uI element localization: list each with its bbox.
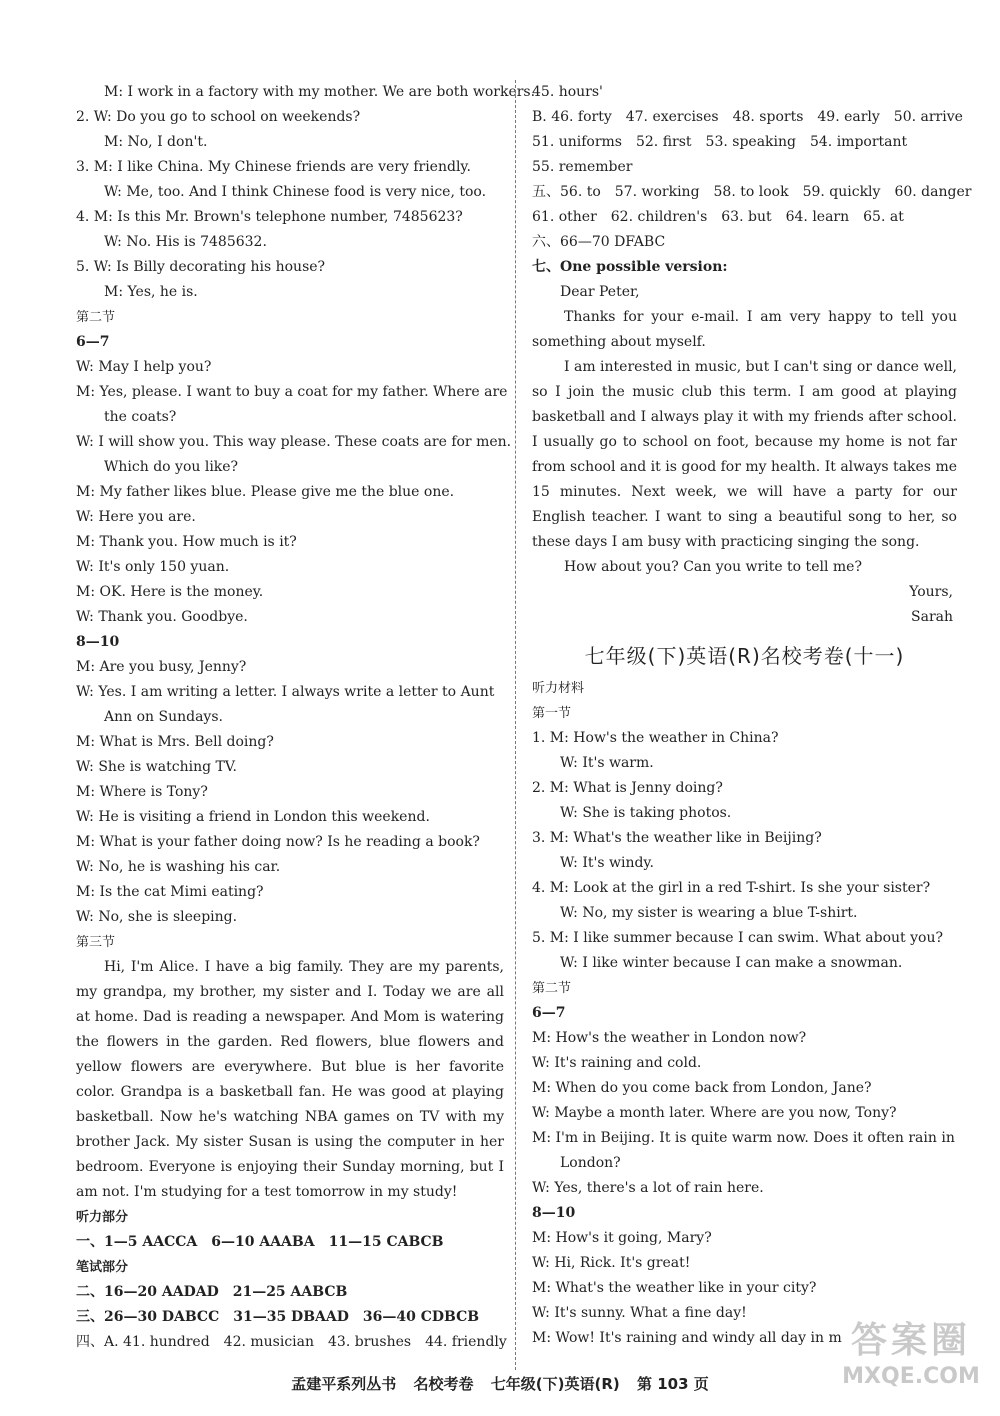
right-dialogue-line: W: Maybe a month later. Where are you now, Tony? (532, 1105, 897, 1121)
right-dialogue-line: M: How's the weather in London now? (532, 1030, 807, 1046)
left-dialogue-line: 8—10 (76, 634, 120, 650)
right-dialogue-line: W: Hi, Rick. It's great! (532, 1255, 691, 1271)
left-dialogue-line: M: Are you busy, Jenny? (76, 659, 247, 675)
right-dialogue-line: 3. M: What's the weather like in Beijing? (532, 830, 822, 846)
left-dialogue-line: M: What is Mrs. Bell doing? (76, 734, 274, 750)
left-dialogue-line: M: I work in a factory with my mother. We are both workers. (104, 84, 536, 100)
left-column (76, 80, 536, 1355)
footer-page-number: 第 103 页 (636, 1375, 709, 1393)
right-dialogue-line: 第一节 (532, 706, 572, 721)
left-dialogue-line: 5. W: Is Billy decorating his house? (76, 259, 326, 275)
left-dialogue-line: W: She is watching TV. (76, 759, 237, 775)
right-dialogue-lines (532, 701, 957, 1351)
right-dialogue-line: M: When do you come back from London, Jane? (532, 1080, 872, 1096)
right-dialogue-line: M: Wow! It's raining and windy all day in m (532, 1330, 842, 1346)
letter-paragraph-2: I am interested in music, but I can't sing or dance well, so I join the music club this term. I am good at playing basketball and I always play it with my friends after school. I usually go to school on foot, because my home is not far from school and it is good for my health. It always takes me 15 minutes. Next week, we will have a party for our English teacher. I want to sing a beautiful song to her, so these days I am busy with practicing singing the song. (532, 359, 957, 550)
right-dialogue-line: W: She is taking photos. (560, 805, 732, 821)
answers-part-1: 一、1—5 AACCA 6—10 AAABA 11—15 CABCB (76, 1234, 444, 1250)
answers-part-4a: 四、A. 41. hundred 42. musician 43. brushes 44. friendly (76, 1334, 507, 1350)
left-dialogue-line: 第三节 (76, 935, 116, 950)
left-dialogue-line: 第二节 (76, 310, 116, 325)
right-dialogue-line: W: It's warm. (560, 755, 654, 771)
right-dialogue-line: W: It's sunny. What a fine day! (532, 1305, 747, 1321)
watermark-url: MXQE.COM (842, 1364, 980, 1389)
right-dialogue-line: 1. M: How's the weather in China? (532, 730, 779, 746)
left-dialogue-line: W: May I help you? (76, 359, 212, 375)
left-dialogue-line: W: It's only 150 yuan. (76, 559, 230, 575)
writing-heading: 七、One possible version: (532, 259, 728, 275)
right-answer-line: 55. remember (532, 159, 633, 175)
left-dialogue-line: W: He is visiting a friend in London this weekend. (76, 809, 430, 825)
left-dialogue-line: Which do you like? (104, 459, 239, 475)
left-dialogue-line: M: Yes, please. I want to buy a coat for my father. Where are (76, 384, 508, 400)
footer-grade: 七年级(下)英语(R) (490, 1375, 620, 1393)
left-dialogue-line: M: Is the cat Mimi eating? (76, 884, 264, 900)
right-answer-line: 五、56. to 57. working 58. to look 59. quickly 60. danger (532, 184, 972, 200)
left-dialogue-line: M: No, I don't. (104, 134, 208, 150)
right-answer-line: 61. other 62. children's 63. but 64. learn 65. at (532, 209, 904, 225)
right-column (532, 80, 972, 1351)
right-dialogue-line: 4. M: Look at the girl in a red T-shirt. Is she your sister? (532, 880, 931, 896)
right-dialogue-line: W: It's windy. (560, 855, 654, 871)
right-answer-line: 六、66—70 DFABC (532, 234, 666, 250)
left-dialogue-line: 4. M: Is this Mr. Brown's telephone number, 7485623? (76, 209, 463, 225)
footer-book: 名校考卷 (413, 1375, 474, 1393)
left-dialogue-line: M: Yes, he is. (104, 284, 198, 300)
right-dialogue-line: 2. M: What is Jenny doing? (532, 780, 723, 796)
watermark-text: 答案圈 (850, 1320, 971, 1361)
right-dialogue-line: M: What's the weather like in your city? (532, 1280, 817, 1296)
watermark-logo (836, 1318, 986, 1408)
listening-material-heading: 听力材料 (532, 681, 585, 696)
right-dialogue-line: 5. M: I like summer because I can swim. What about you? (532, 930, 943, 946)
left-dialogue-line: 3. M: I like China. My Chinese friends are very friendly. (76, 159, 471, 175)
right-answer-lines (532, 80, 972, 255)
right-dialogue-line: 8—10 (532, 1205, 576, 1221)
left-dialogue-line: Ann on Sundays. (104, 709, 223, 725)
left-dialogue-lines (76, 80, 536, 955)
right-dialogue-line: W: I like winter because I can make a snowman. (560, 955, 903, 971)
right-dialogue-line: W: No, my sister is wearing a blue T-shirt. (560, 905, 858, 921)
left-dialogue-line: W: Yes. I am writing a letter. I always write a letter to Aunt (76, 684, 495, 700)
right-dialogue-line: M: I'm in Beijing. It is quite warm now. Does it often rain in (532, 1130, 955, 1146)
alice-passage: Hi, I'm Alice. I have a big family. They are my parents, my grandpa, my brother, my sister and I. Today we are all at home. Dad is reading a newspaper. And Mom is watering the flowers in the garden. Red flowers, blue flowers and yellow flowers are everywhere. But blue is her favorite color. Grandpa is a basketball fan. He was good at playing basketball. Now he's watching NBA games on TV with my brother Jack. My sister Susan is using the computer in her bedroom. Everyone is enjoying their Sunday morning, but I am not. I'm studying for a test tomorrow in my study! (76, 959, 504, 1200)
column-divider (515, 80, 516, 1370)
left-dialogue-line: W: No, he is washing his car. (76, 859, 281, 875)
right-dialogue-line: W: Yes, there's a lot of rain here. (532, 1180, 764, 1196)
right-answer-line: 51. uniforms 52. first 53. speaking 54. important (532, 134, 908, 150)
right-answer-line: B. 46. forty 47. exercises 48. sports 49. early 50. arrive (532, 109, 963, 125)
left-dialogue-line: W: Me, too. And I think Chinese food is very nice, too. (104, 184, 487, 200)
left-dialogue-line: 2. W: Do you go to school on weekends? (76, 109, 361, 125)
left-dialogue-line: W: Here you are. (76, 509, 196, 525)
left-dialogue-line: M: Where is Tony? (76, 784, 208, 800)
left-dialogue-line: the coats? (104, 409, 177, 425)
left-dialogue-line: W: Thank you. Goodbye. (76, 609, 248, 625)
right-dialogue-line: London? (560, 1155, 621, 1171)
listening-heading: 听力部分 (76, 1210, 129, 1225)
written-heading: 笔试部分 (76, 1260, 129, 1275)
letter-greeting: Dear Peter, (560, 284, 640, 300)
left-dialogue-line: W: No. His is 7485632. (104, 234, 267, 250)
right-dialogue-line: 6—7 (532, 1005, 566, 1021)
left-dialogue-line: 6—7 (76, 334, 110, 350)
letter-signature: Sarah (911, 609, 953, 625)
answers-part-2: 二、16—20 AADAD 21—25 AABCB (76, 1284, 348, 1300)
left-dialogue-line: M: My father likes blue. Please give me the blue one. (76, 484, 455, 500)
left-dialogue-line: M: Thank you. How much is it? (76, 534, 297, 550)
letter-closing: Yours, (909, 584, 953, 600)
right-dialogue-line: W: It's raining and cold. (532, 1055, 702, 1071)
left-dialogue-line: W: No, she is sleeping. (76, 909, 238, 925)
left-dialogue-line: M: What is your father doing now? Is he reading a book? (76, 834, 480, 850)
answers-part-3: 三、26—30 DABCC 31—35 DBAAD 36—40 CDBCB (76, 1309, 480, 1325)
right-answer-line: 45. hours' (532, 84, 603, 100)
left-dialogue-line: W: I will show you. This way please. These coats are for men. (76, 434, 512, 450)
exam-title-11: 七年级(下)英语(R)名校考卷(十一) (584, 644, 905, 668)
letter-paragraph-3: How about you? Can you write to tell me? (564, 559, 862, 575)
right-dialogue-line: 第二节 (532, 981, 572, 996)
right-dialogue-line: M: How's it going, Mary? (532, 1230, 712, 1246)
letter-paragraph-1: Thanks for your e-mail. I am very happy to tell you something about myself. (532, 309, 957, 350)
left-dialogue-line: M: OK. Here is the money. (76, 584, 264, 600)
footer-series: 孟建平系列丛书 (291, 1375, 397, 1393)
